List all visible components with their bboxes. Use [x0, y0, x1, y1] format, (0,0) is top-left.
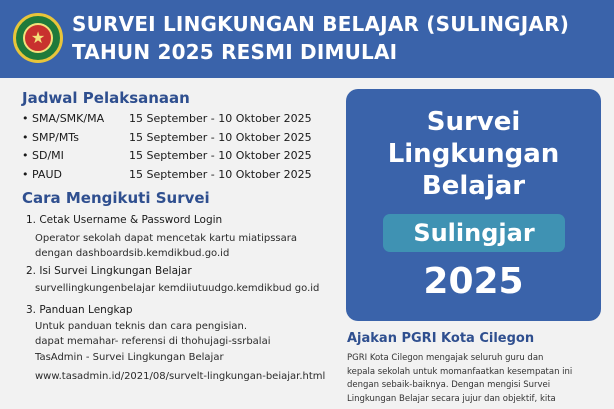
ajakan-line: Lingkungan Belajar secara jujur dan objektif, kita: [347, 393, 556, 404]
step-title: 3. Panduan Lengkap: [26, 304, 133, 316]
ajakan-line: kepala sekolah untuk momanfaatkan kesempatan ini: [347, 366, 573, 377]
schedule-date: 15 September - 10 Oktober 2025: [129, 112, 312, 125]
pgri-logo-icon: ★: [13, 13, 63, 63]
step-text: dengan dashboardsib.kemdikbud.go.id: [35, 248, 230, 259]
ajakan-text: [347, 352, 609, 406]
step-text: dapat memahar- referensi di thohujagi-ssrbalai: [35, 336, 271, 347]
survey-card: [346, 89, 601, 321]
schedule-level: SMP/MTs: [32, 130, 79, 144]
card-line-1: Survei: [426, 107, 521, 137]
step-title: 2. Isi Survei Lingkungan Belajar: [26, 265, 192, 277]
schedule-level: SD/MI: [32, 149, 64, 162]
step-text: survellingkungenbelajar kemdiiutuudgo.kemdikbud go.id: [35, 283, 320, 294]
title-line-2: TAHUN 2025 RESMI DIMULAI: [72, 40, 398, 64]
schedule-date: 15 September - 10 Oktober 2025: [129, 130, 312, 144]
ajakan-heading: Ajakan PGRI Kota Cilegon: [347, 331, 535, 346]
schedule-row: • SMA/SMK/MA 15 September - 10 Oktober 2025: [22, 112, 312, 125]
schedule-row: • PAUD 15 September - 10 Oktober 2025: [22, 167, 312, 181]
schedule-date: 15 September - 10 Oktober 2025: [129, 167, 312, 181]
page-title: [72, 10, 608, 66]
step-text: Operator sekolah dapat mencetak kartu miatipssara: [35, 233, 298, 244]
card-year: 2025: [423, 261, 524, 302]
schedule-heading: Jadwal Pelaksanaan: [22, 89, 190, 107]
schedule-row: • SMP/MTs 15 September - 10 Oktober 2025: [22, 130, 312, 144]
ajakan-line: dengan sebaik-baiknya. Dengan mengisi Survei: [347, 380, 551, 390]
card-line-3: Belajar: [421, 171, 526, 201]
title-line-1: SURVEI LINGKUNGAN BELAJAR (SULINGJAR): [72, 12, 570, 36]
step-text: Untuk panduan teknis dan cara pengisian.: [35, 321, 248, 332]
schedule-level: SMA/SMK/MA: [32, 112, 105, 125]
step-link-title: TasAdmin - Survei Lingkungan Belajar: [35, 352, 224, 363]
sulingjar-badge: Sulingjar: [383, 214, 565, 252]
ajakan-line: PGRI Kota Cilegon mengajak seluruh guru dan: [347, 353, 544, 363]
schedule-row: • SD/MI 15 September - 10 Oktober 2025: [22, 149, 312, 162]
steps-heading: Cara Mengikuti Survei: [22, 189, 210, 207]
step-link-url[interactable]: www.tasadmin.id/2021/08/survelt-lingkungan-beiajar.html: [35, 371, 326, 382]
schedule-date: 15 September - 10 Oktober 2025: [129, 149, 312, 162]
schedule-list: [22, 112, 322, 186]
step-title: 1. Cetak Username & Password Login: [26, 214, 223, 226]
header-banner: [0, 0, 614, 78]
schedule-level: PAUD: [32, 167, 62, 181]
card-line-2: Lingkungan: [387, 139, 560, 169]
